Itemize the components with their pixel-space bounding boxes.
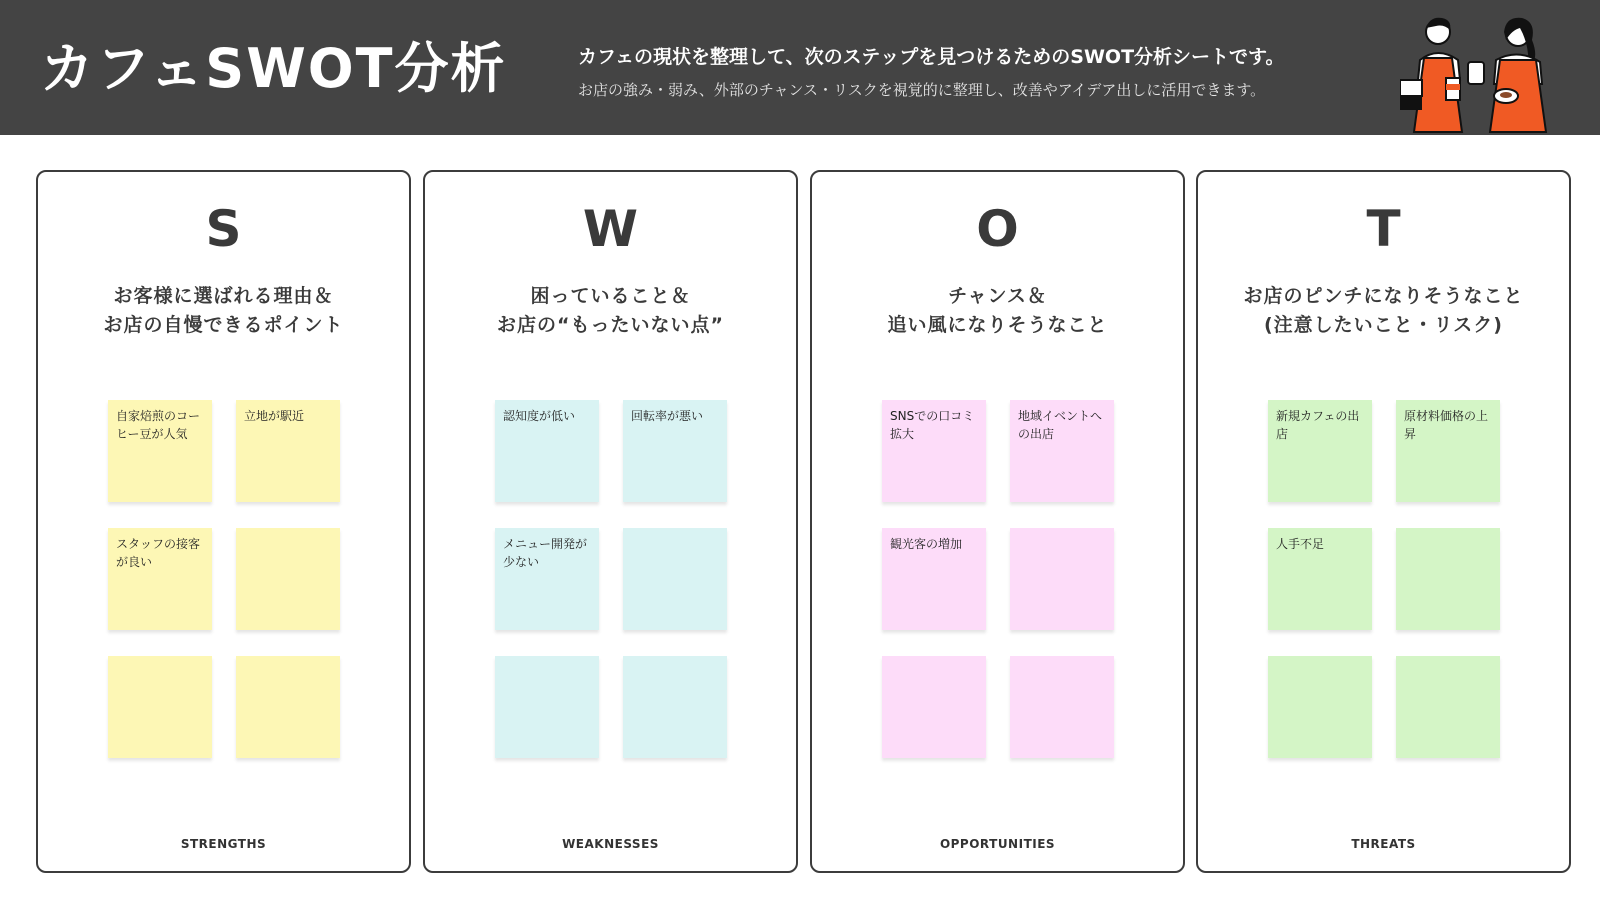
card-letter: T <box>1366 200 1401 258</box>
sticky-note[interactable] <box>1010 656 1114 758</box>
card-subtitle-line2: (注意したいこと・リスク) <box>1264 314 1503 336</box>
sticky-note[interactable]: メニュー開発が少ない <box>495 528 599 630</box>
header-bar <box>0 0 1600 135</box>
sticky-note[interactable]: 観光客の増加 <box>882 528 986 630</box>
sticky-note[interactable] <box>1396 656 1500 758</box>
sticky-notes-grid <box>495 400 727 760</box>
card-subtitle-line1: 困っていること＆ <box>530 285 691 307</box>
sticky-note[interactable] <box>1010 528 1114 630</box>
sticky-notes-grid <box>882 400 1114 760</box>
page-description: カフェの現状を整理して、次のステップを見つけるためのSWOT分析シートです。 <box>578 46 1285 68</box>
sticky-note[interactable] <box>1268 656 1372 758</box>
sticky-notes-grid <box>108 400 340 760</box>
card-subtitle <box>38 282 409 340</box>
swot-card-threats <box>1196 170 1571 873</box>
card-subtitle-line2: お店の自慢できるポイント <box>103 314 344 336</box>
sticky-notes-grid <box>1268 400 1500 760</box>
sticky-note[interactable]: SNSでの口コミ拡大 <box>882 400 986 502</box>
card-letter: O <box>976 200 1019 258</box>
card-subtitle <box>1198 282 1569 340</box>
sticky-note[interactable]: スタッフの接客が良い <box>108 528 212 630</box>
swot-card-opportunities <box>810 170 1185 873</box>
sticky-note[interactable] <box>623 656 727 758</box>
sticky-note[interactable]: 地域イベントへの出店 <box>1010 400 1114 502</box>
card-subtitle-line2: 追い風になりそうなこと <box>887 314 1108 336</box>
sticky-note[interactable]: 立地が駅近 <box>236 400 340 502</box>
sticky-note[interactable] <box>108 656 212 758</box>
sticky-note[interactable] <box>882 656 986 758</box>
sticky-note[interactable]: 回転率が悪い <box>623 400 727 502</box>
card-footer-label: OPPORTUNITIES <box>939 837 1056 851</box>
sticky-note[interactable] <box>495 656 599 758</box>
page-title: カフェSWOT分析 <box>40 37 507 100</box>
sticky-note[interactable]: 原材料価格の上昇 <box>1396 400 1500 502</box>
card-subtitle <box>812 282 1183 340</box>
card-letter: W <box>582 200 639 258</box>
barista-right-icon <box>1468 18 1546 132</box>
swot-card-strengths <box>36 170 411 873</box>
card-footer-label: THREATS <box>1351 837 1416 851</box>
card-subtitle-line1: お客様に選ばれる理由＆ <box>113 285 334 307</box>
sticky-note[interactable]: 人手不足 <box>1268 528 1372 630</box>
card-subtitle-line1: お店のピンチになりそうなこと <box>1243 285 1524 307</box>
sticky-note[interactable]: 新規カフェの出店 <box>1268 400 1372 502</box>
swot-card-weaknesses <box>423 170 798 873</box>
sticky-note[interactable] <box>236 528 340 630</box>
sticky-note[interactable] <box>623 528 727 630</box>
card-letter: S <box>205 200 242 258</box>
card-subtitle <box>425 282 796 340</box>
card-footer-label: WEAKNESSES <box>562 837 659 851</box>
sticky-note[interactable] <box>236 656 340 758</box>
card-subtitle-line2: お店の“もったいない点” <box>497 314 724 336</box>
barista-illustration <box>1400 10 1570 135</box>
sticky-note[interactable]: 自家焙煎のコーヒー豆が人気 <box>108 400 212 502</box>
sticky-note[interactable] <box>1396 528 1500 630</box>
sticky-note[interactable]: 認知度が低い <box>495 400 599 502</box>
barista-left-icon <box>1400 18 1462 132</box>
card-subtitle-line1: チャンス＆ <box>948 285 1047 307</box>
card-footer-label: STRENGTHS <box>180 837 267 851</box>
page-subdescription: お店の強み・弱み、外部のチャンス・リスクを視覚的に整理し、改善やアイデア出しに活用できます。 <box>578 81 1266 99</box>
